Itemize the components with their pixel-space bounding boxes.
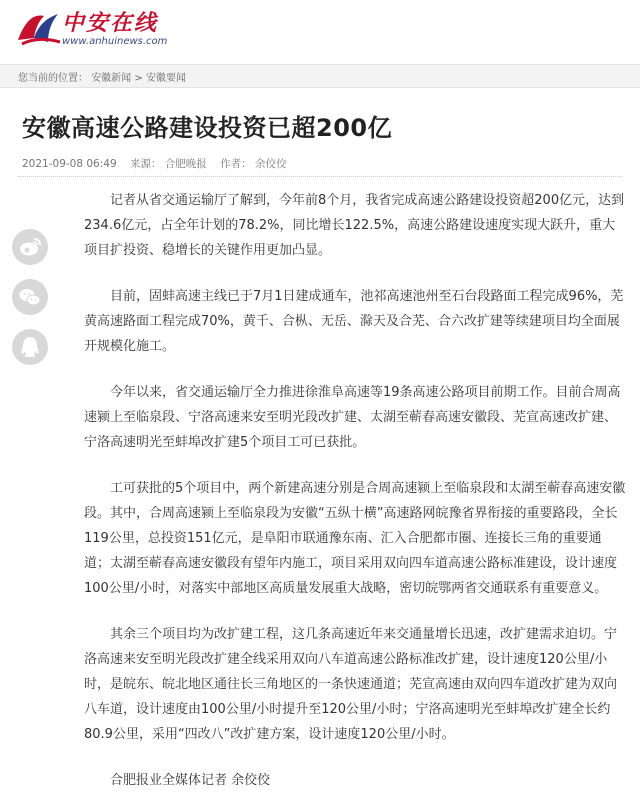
article-source: 来源： 合肥晚报 (129, 158, 207, 170)
wechat-icon (12, 279, 48, 315)
site-logo-text[interactable]: 中安在线 (62, 10, 159, 36)
article-paragraph: 记者从省交通运输厅了解到，今年前8个月，我省完成高速公路建设投资超200亿元，达到234.6亿元，占全年计划的78.2%，同比增长122.5%，高速公路建设速度实现大跃升，重大项目扩投资、稳增长的关键作用更加凸显。 (84, 193, 625, 258)
breadcrumb-item-headlines[interactable]: 安徽要闻 (145, 73, 186, 84)
breadcrumb-separator: > (134, 73, 143, 84)
breadcrumb (0, 64, 640, 88)
page-title: 安徽高速公路建设投资已超200亿 (22, 114, 393, 142)
article-paragraph: 其余三个项目均为改扩建工程，这几条高速近年来交通量增长迅速，改扩建需求迫切。宁洛高速来安至明光段改扩建全线采用双向八车道高速公路标准改扩建，设计速度120公里/小时，是皖东、皖北地区通往长三角地区的一条快速通道；芜宣高速由双向四车道改扩建为双向八车道，设计速度由100公里/小时提升至120公里/小时；宁洛高速明光至蚌埠改扩建全长约80.9公里，采用“四改八”改扩建方案，设计速度120公里/小时。 (84, 627, 618, 742)
qq-icon (12, 329, 48, 365)
title-divider (18, 176, 622, 177)
breadcrumb-prefix: 您当前的位置： (18, 73, 88, 84)
weibo-icon (12, 229, 48, 265)
breadcrumb-item-news[interactable]: 安徽新闻 (91, 73, 132, 84)
article-date: 2021-09-08 06:49 (22, 158, 117, 170)
article-author: 作者： 余佼佼 (220, 158, 287, 170)
site-url[interactable]: www.anhuinews.com (62, 36, 168, 47)
weibo-share-button[interactable] (12, 229, 48, 265)
qq-share-button[interactable] (12, 329, 48, 365)
article-paragraph: 目前，固蚌高速主线已于7月1日建成通车，池祁高速池州至石台段路面工程完成96%，芜黄高速路面工程完成70%，黄千、合枞、无岳、滁天及合芜、合六改扩建等续建项目均全面展开规模化施工。 (84, 289, 624, 354)
article-signature: 合肥报业全媒体记者 余佼佼 (110, 773, 271, 788)
article-paragraph: 今年以来，省交通运输厅全力推进徐淮阜高速等19条高速公路项目前期工作。目前合周高速颍上至临泉段、宁洛高速来安至明光段改扩建、太湖至蕲春高速安徽段、芜宣高速改扩建、宁洛高速明光至蚌埠改扩建5个项目工可已获批。 (84, 385, 621, 450)
wechat-share-button[interactable] (12, 279, 48, 315)
article-meta (22, 156, 297, 171)
article-paragraph: 工可获批的5个项目中，两个新建高速分别是合周高速颍上至临泉段和太湖至蕲春高速安徽段。其中，合周高速颍上至临泉段为安徽“五纵十横”高速路网皖豫省界衔接的重要路段，全长119公里，总投资151亿元，是阜阳市联通豫东南、汇入合肥都市圈、连接长三角的重要通道；太湖至蕲春高速安徽段有望年内施工，项目采用双向四车道高速公路标准建设，设计速度100公里/小时，对落实中部地区高质量发展重大战略，密切皖鄂两省交通联系有重要意义。 (84, 481, 626, 596)
site-header (0, 0, 640, 62)
site-logo-icon[interactable] (14, 6, 64, 50)
article-body (84, 188, 626, 793)
